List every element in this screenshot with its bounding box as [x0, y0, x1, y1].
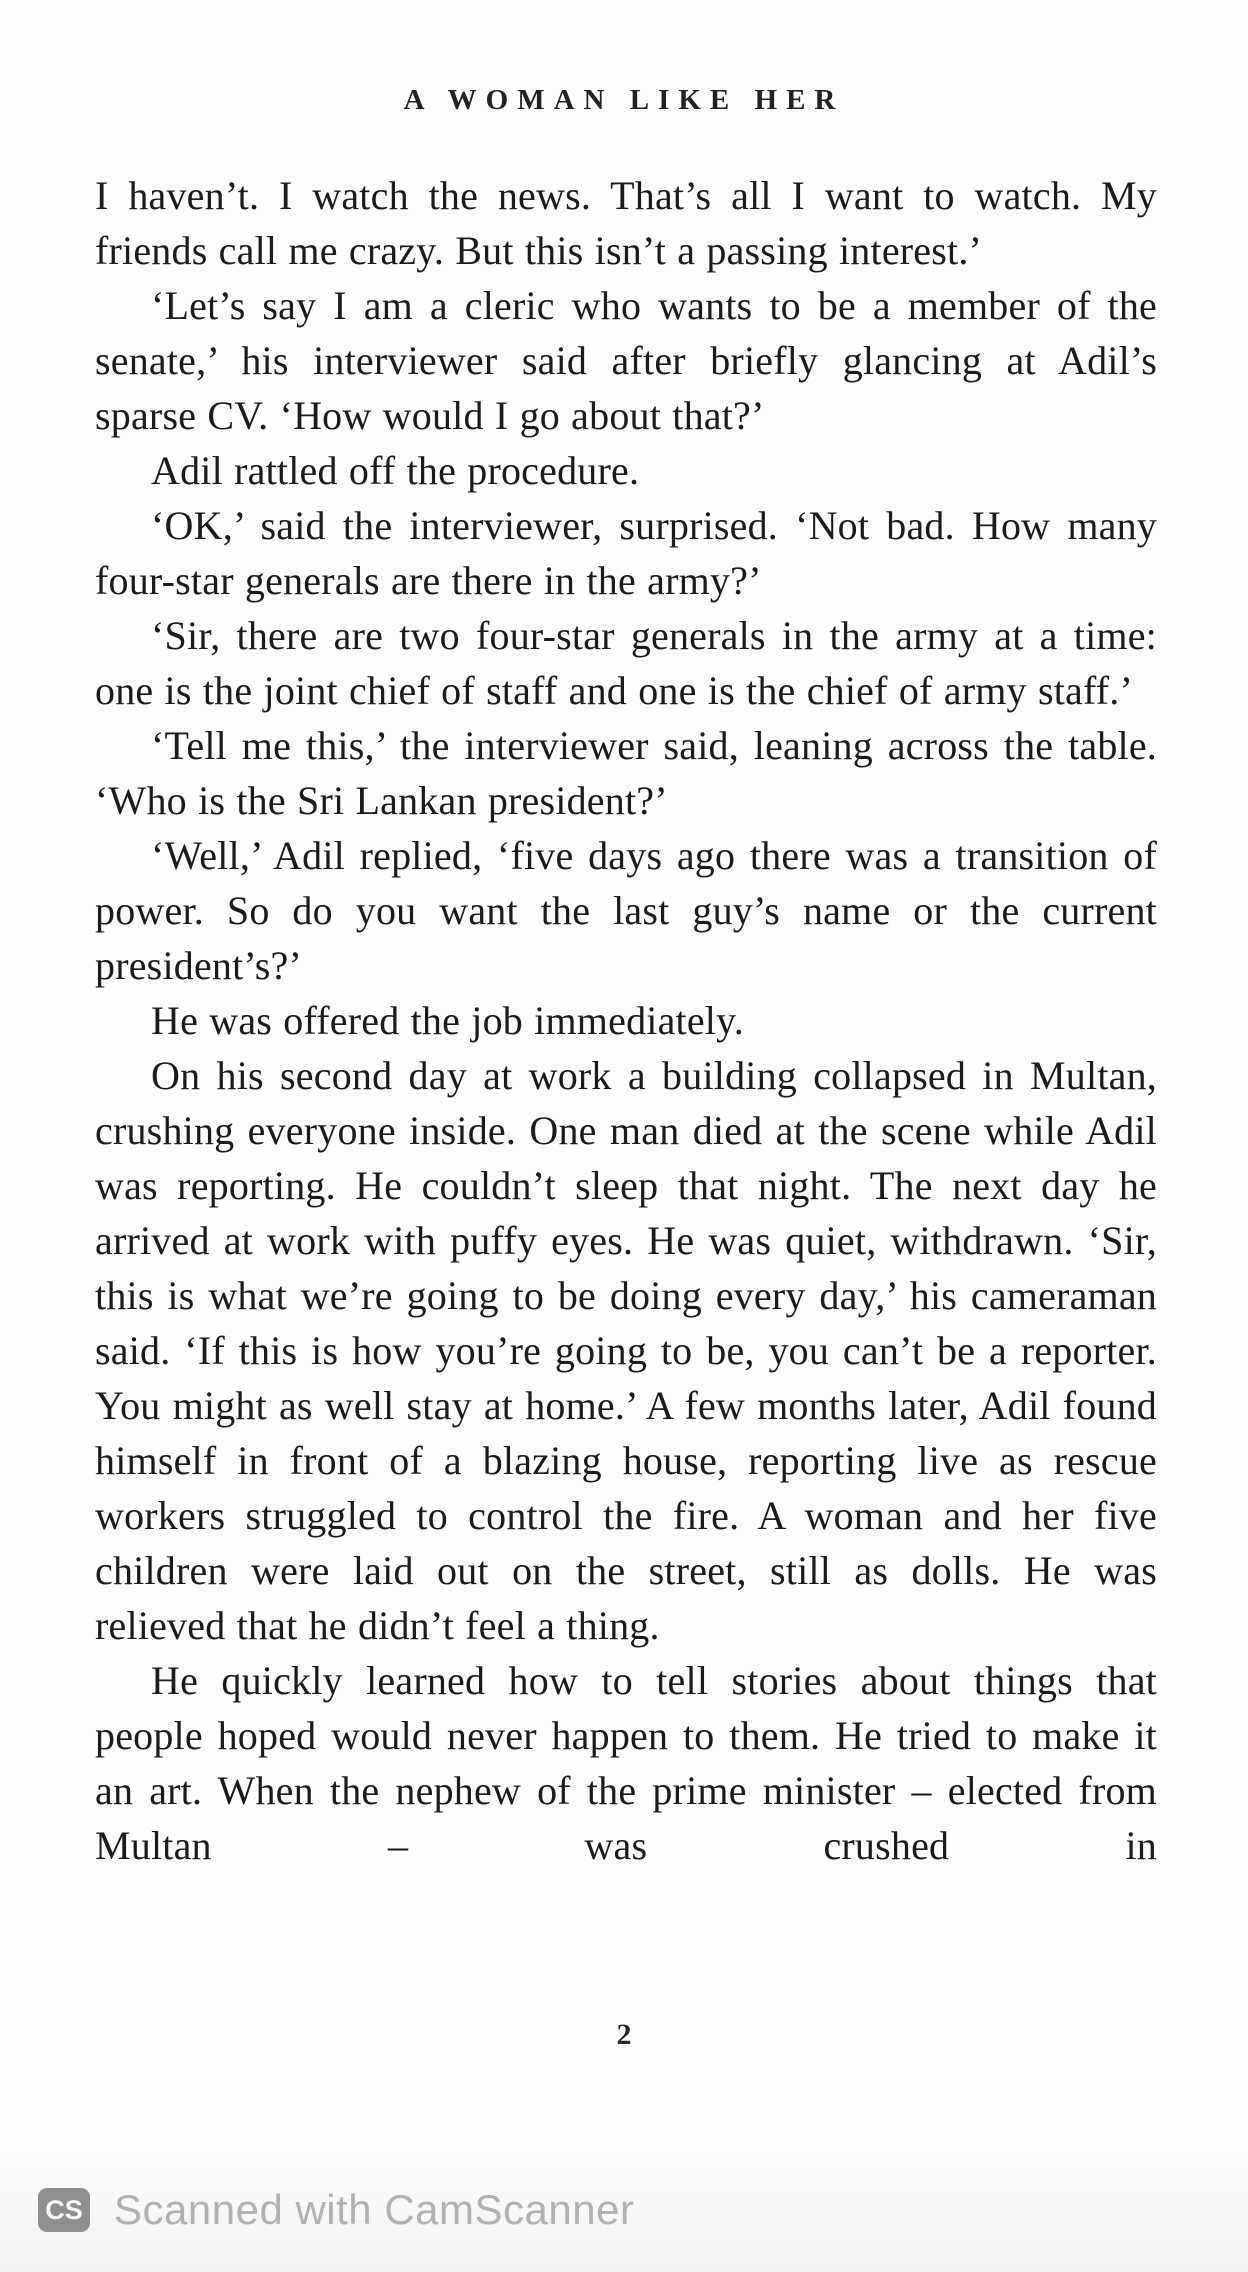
paragraph: On his second day at work a building collapsed in Multan, crushing everyone inside. One man died at the scene while Adil was reporting. He couldn’t sleep that night. The next day he arrived at work with puffy eyes. He was quiet, withdrawn. ‘Sir, this is what we’re going to be doing every day,’ his cameraman said. ‘If this is how you’re going to be, you can’t be a reporter. You might as well stay at home.’ A few months later, Adil found himself in front of a blazing house, reporting live as rescue workers struggled to control the fire. A woman and her five children were laid out on the street, still as dolls. He was relieved that he didn’t feel a thing.: [95, 1053, 1157, 1648]
paragraph: ‘Well,’ Adil replied, ‘five days ago there was a transition of power. So do you want the last guy’s name or the current president’s?’: [95, 833, 1157, 988]
page-number: 2: [616, 2018, 632, 2051]
paragraph: ‘OK,’ said the interviewer, surprised. ‘Not bad. How many four-star generals are there in the army?’: [95, 503, 1157, 603]
paragraph: ‘Sir, there are two four-star generals in the army at a time: one is the joint chief of staff and one is the chief of army staff.’: [95, 613, 1157, 713]
camscanner-watermark: [0, 2148, 1248, 2272]
camscanner-logo-icon: CS: [38, 2188, 90, 2232]
paragraph: ‘Let’s say I am a cleric who wants to be a member of the senate,’ his interviewer said after briefly glancing at Adil’s sparse CV. ‘How would I go about that?’: [95, 283, 1157, 438]
paragraph: ‘Tell me this,’ the interviewer said, leaning across the table. ‘Who is the Sri Lankan president?’: [95, 723, 1157, 823]
paragraph: He quickly learned how to tell stories about things that people hoped would never happen to them. He tried to make it an art. When the nephew of the prime minister – elected from Multan – was crushed in: [95, 1658, 1157, 1868]
body-text: [95, 168, 1157, 1873]
running-header: A WOMAN LIKE HER: [403, 84, 845, 116]
paragraph: Adil rattled off the procedure.: [151, 448, 640, 493]
paragraph: He was offered the job immediately.: [151, 998, 744, 1043]
paragraph: I haven’t. I watch the news. That’s all I want to watch. My friends call me crazy. But this isn’t a passing interest.’: [95, 173, 1157, 273]
watermark-text: Scanned with CamScanner: [114, 2186, 635, 2233]
